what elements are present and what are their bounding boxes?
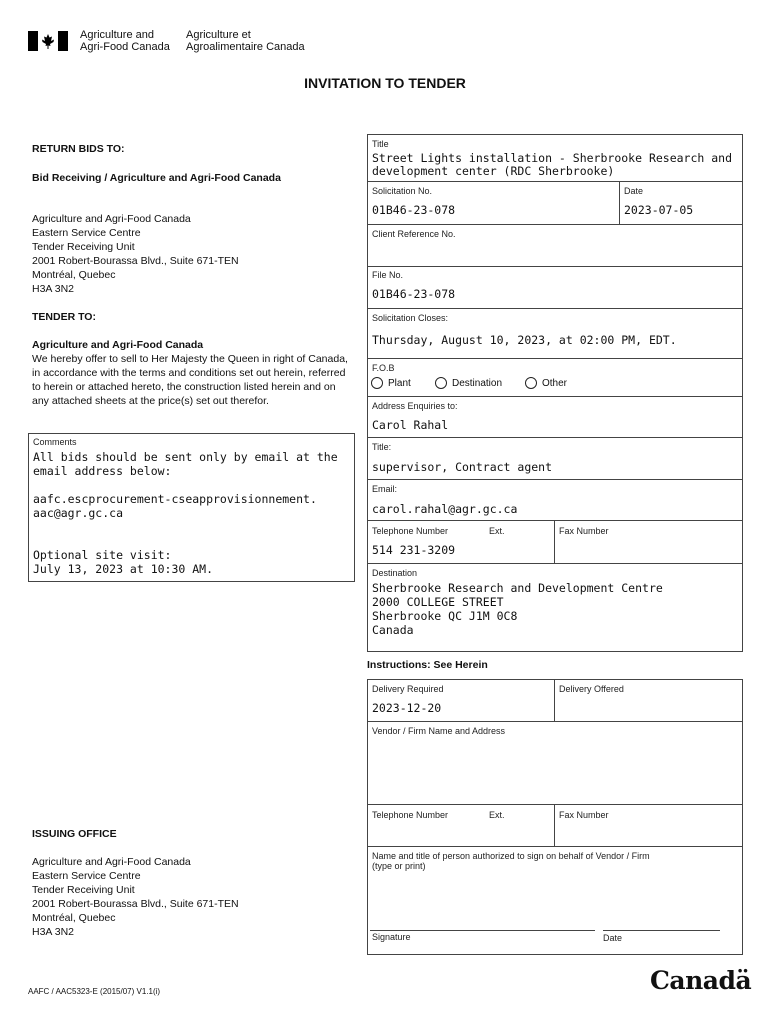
title-label: Title	[372, 139, 389, 149]
client-ref-label: Client Reference No.	[372, 229, 456, 239]
maple-leaf-flag-icon	[28, 31, 68, 51]
issuing-office-heading: ISSUING OFFICE	[32, 828, 117, 840]
address-line: 2001 Robert-Bourassa Blvd., Suite 671-TEN	[32, 898, 239, 910]
radio-circle-icon	[435, 377, 447, 389]
address-line: Eastern Service Centre	[32, 227, 141, 239]
email-field[interactable]: carol.rahal@agr.gc.ca	[372, 502, 518, 516]
dept-name-fr	[186, 29, 305, 53]
vendor-ext-label: Ext.	[489, 810, 505, 820]
fob-destination-radio[interactable]	[435, 377, 502, 389]
tender-to-heading: TENDER TO:	[32, 311, 96, 323]
comments-box[interactable]	[28, 433, 355, 582]
date-field[interactable]: 2023-07-05	[624, 203, 694, 217]
vendor-name-input[interactable]	[368, 738, 742, 802]
sig-date-label: Date	[603, 933, 623, 943]
comments-label: Comments	[33, 437, 77, 447]
fob-option-label: Destination	[452, 377, 503, 389]
address-line: Tender Receiving Unit	[32, 241, 135, 253]
contact-title-label: Title:	[372, 442, 392, 452]
file-no-label: File No.	[372, 270, 404, 280]
address-line: Montréal, Quebec	[32, 269, 116, 281]
vendor-fax-label: Fax Number	[559, 810, 609, 820]
dept-en-line1: Agriculture and	[80, 29, 154, 41]
delivery-offered-label: Delivery Offered	[559, 684, 624, 694]
destination-field[interactable]: Sherbrooke Research and Development Centre 2000 COLLEGE STREET Sherbrooke QC J1M 0C8 Canada	[372, 581, 663, 637]
sig-date-line[interactable]	[603, 930, 720, 931]
date-label: Date	[624, 186, 644, 196]
ext-label: Ext.	[489, 526, 505, 536]
canada-wordmark: Canadä	[650, 966, 752, 995]
destination-label: Destination	[372, 568, 418, 578]
fob-plant-radio[interactable]	[371, 377, 411, 389]
address-line: Agriculture and Agri-Food Canada	[32, 213, 191, 225]
title-field[interactable]: Street Lights installation - Sherbrooke Research and development center (RDC Sherbrooke)	[372, 151, 733, 178]
enquiries-field[interactable]: Carol Rahal	[372, 418, 449, 432]
solicitation-closes-label: Solicitation Closes:	[372, 313, 449, 323]
delivery-required-label: Delivery Required	[372, 684, 444, 694]
address-line: 2001 Robert-Bourassa Blvd., Suite 671-TEN	[32, 255, 239, 267]
radio-circle-icon	[525, 377, 537, 389]
address-line: Eastern Service Centre	[32, 870, 141, 882]
fob-other-radio[interactable]	[525, 377, 567, 389]
issuing-address	[32, 855, 239, 939]
address-line: Tender Receiving Unit	[32, 884, 135, 896]
dept-en-line2: Agri-Food Canada	[80, 41, 170, 53]
fob-option-label: Other	[542, 377, 568, 389]
vendor-telephone-label: Telephone Number	[372, 810, 449, 820]
bid-receiving: Bid Receiving / Agriculture and Agri-Food Canada	[32, 172, 281, 184]
solicitation-closes-field[interactable]: Thursday, August 10, 2023, at 02:00 PM, EDT.	[372, 333, 677, 347]
dept-fr-line2: Agroalimentaire Canada	[186, 41, 305, 53]
fob-label: F.O.B	[372, 363, 395, 373]
tender-to-org: Agriculture and Agri-Food Canada	[32, 339, 204, 351]
solicitation-no-field[interactable]: 01B46-23-078	[372, 203, 456, 217]
fob-option-label: Plant	[388, 377, 411, 389]
instructions-text: Instructions: See Herein	[367, 659, 488, 671]
dept-fr-line1: Agriculture et	[186, 29, 251, 41]
delivery-required-field[interactable]: 2023-12-20	[372, 701, 442, 715]
contact-title-field[interactable]: supervisor, Contract agent	[372, 460, 553, 474]
comments-text: All bids should be sent only by email at the email address below: aafc.escprocurement-cseapprovisionnement. aac@agr.gc.ca Optional site visit: July 13, 2023 at 10:30 AM.	[33, 450, 338, 576]
vendor-label: Vendor / Firm Name and Address	[372, 726, 506, 736]
signature-line[interactable]	[370, 930, 595, 931]
return-address	[32, 212, 239, 296]
signature-label: Signature	[372, 932, 411, 942]
telephone-field[interactable]: 514 231-3209	[372, 543, 456, 557]
return-bids-heading: RETURN BIDS TO:	[32, 143, 125, 155]
address-line: H3A 3N2	[32, 283, 75, 295]
radio-circle-icon	[371, 377, 383, 389]
tender-to-text: We hereby offer to sell to Her Majesty the Queen in right of Canada, in accordance with the terms and conditions set out herein, referred to herein or attached hereto, the construction listed herein and on any attached sheets at the price(s) set out therefor.	[32, 353, 348, 407]
address-line: Montréal, Quebec	[32, 912, 116, 924]
dept-name-en	[80, 29, 170, 53]
authorized-label: Name and title of person authorized to sign on behalf of Vendor / Firm (type or print)	[372, 851, 650, 871]
canada-flag-logo	[28, 31, 68, 51]
page-title: INVITATION TO TENDER	[304, 75, 466, 91]
address-line: H3A 3N2	[32, 926, 75, 938]
fax-label: Fax Number	[559, 526, 609, 536]
enquiries-label: Address Enquiries to:	[372, 401, 458, 411]
form-code: AAFC / AAC5323-E (2015/07) V1.1(i)	[28, 987, 161, 996]
solicitation-no-label: Solicitation No.	[372, 186, 433, 196]
address-line: Agriculture and Agri-Food Canada	[32, 856, 191, 868]
file-no-field[interactable]: 01B46-23-078	[372, 287, 456, 301]
email-label: Email:	[372, 484, 398, 494]
telephone-label: Telephone Number	[372, 526, 449, 536]
